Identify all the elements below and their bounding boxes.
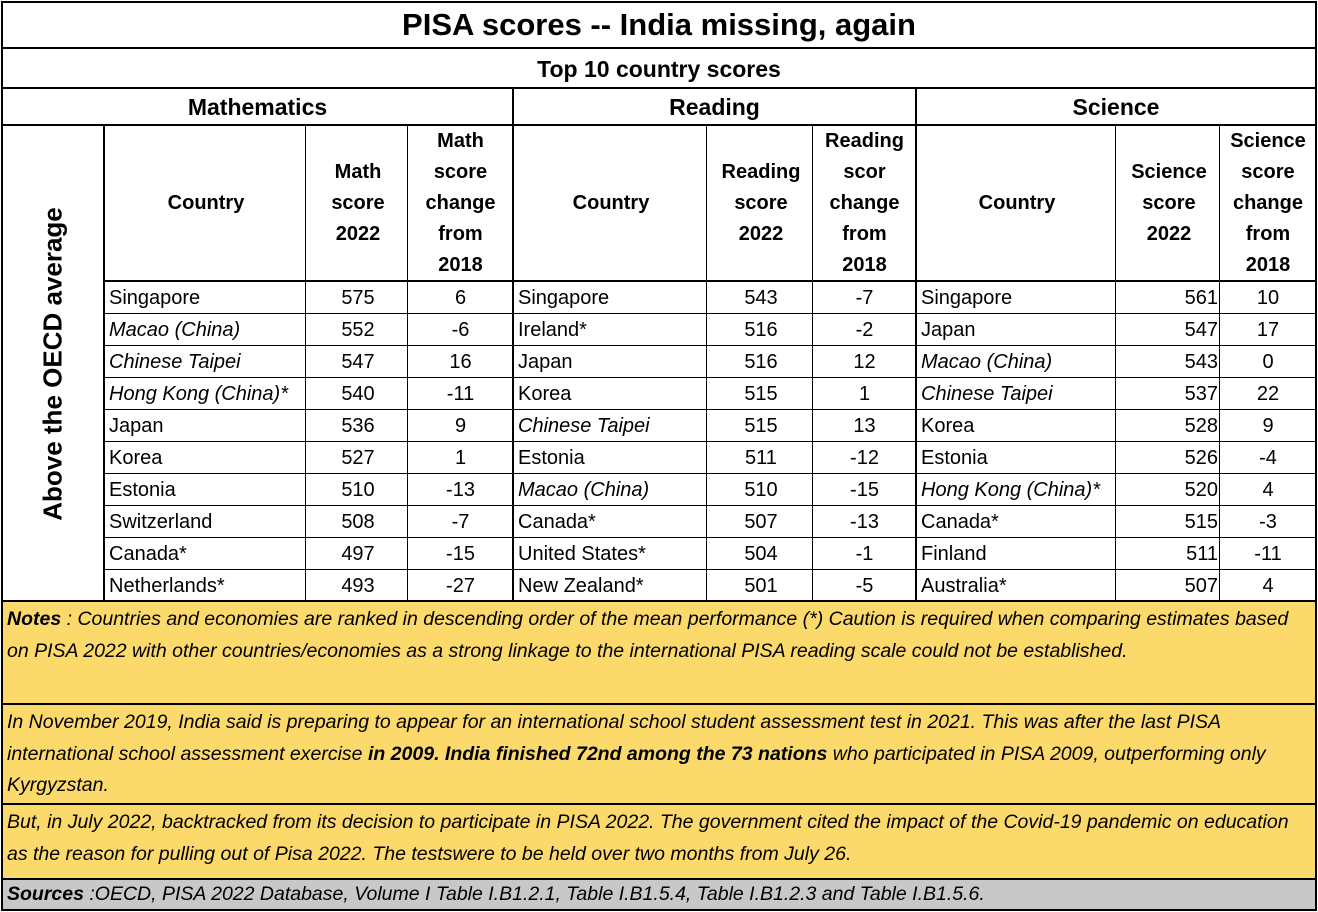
column-header-label: Science score 2022: [1131, 161, 1207, 245]
science-table-row: [0, 346, 1318, 378]
change-cell: 9: [454, 415, 467, 437]
page-title: PISA scores -- India missing, again: [402, 7, 916, 42]
math-header-score: [307, 127, 409, 280]
divider: [1, 87, 1317, 89]
country-cell: New Zealand*: [518, 575, 644, 597]
score-cell: 510: [341, 479, 375, 501]
score-cell: 528: [1184, 415, 1218, 437]
science-table-row: [0, 538, 1318, 570]
reading-header-score: [708, 127, 814, 280]
score-cell: 536: [341, 415, 375, 437]
column-header-label: Reading scor change from 2018: [825, 130, 904, 276]
math-header-country: [105, 127, 307, 280]
country-cell: Singapore: [921, 287, 1013, 309]
change-cell: 4: [1262, 479, 1274, 501]
india-note-highlight: in 2009. India finished 72nd among the 73 nations: [367, 742, 833, 765]
change-cell: -7: [451, 511, 470, 533]
country-cell: Finland: [921, 543, 987, 565]
column-header-label: Country: [978, 192, 1056, 214]
country-cell: Singapore: [518, 287, 610, 309]
change-cell: -7: [855, 287, 874, 309]
score-cell: 507: [1184, 575, 1218, 597]
change-cell: 13: [853, 415, 876, 437]
country-cell: Estonia: [518, 447, 585, 469]
change-cell: -1: [855, 543, 874, 565]
reading-header-change: [814, 127, 915, 280]
science-header-country: [917, 127, 1117, 280]
column-header-label: Reading score 2022: [721, 161, 801, 245]
notes-label: Notes: [7, 608, 62, 630]
country-cell: Macao (China): [109, 319, 241, 341]
change-cell: 6: [454, 287, 467, 309]
country-cell: Switzerland: [109, 511, 213, 533]
score-cell: 510: [744, 479, 778, 501]
science-table-row: [0, 570, 1318, 602]
score-cell: 547: [341, 351, 375, 373]
science-table-row: [0, 442, 1318, 474]
change-cell: -3: [1259, 511, 1277, 533]
column-header-label: Country: [167, 192, 245, 214]
score-cell: 515: [744, 383, 778, 405]
score-cell: 501: [744, 575, 778, 597]
country-cell: Ireland*: [518, 319, 587, 341]
column-header-label: Country: [572, 192, 650, 214]
score-cell: 516: [744, 319, 778, 341]
country-cell: Japan: [518, 351, 573, 373]
change-cell: -11: [1254, 543, 1282, 565]
india-note-text: In November 2019, India said is preparing to appear for an international school student assessment test in 2021. This was after the last PISA international school assessment exercise: [7, 711, 1221, 765]
change-cell: -11: [446, 383, 475, 405]
sources-label: Sources: [7, 883, 84, 905]
column-header-label: Math score change from 2018: [425, 130, 496, 276]
section-title-reading: Reading: [669, 94, 760, 120]
country-cell: Korea: [518, 383, 572, 405]
india-note-box: [3, 705, 1315, 803]
score-cell: 515: [744, 415, 778, 437]
country-cell: Chinese Taipei: [518, 415, 650, 437]
change-cell: -2: [855, 319, 874, 341]
score-cell: 552: [341, 319, 375, 341]
notes-box: [3, 602, 1315, 703]
reading-header-country: [514, 127, 708, 280]
science-table-row: [0, 506, 1318, 538]
score-cell: 508: [341, 511, 375, 533]
country-cell: Chinese Taipei: [109, 351, 241, 373]
score-cell: 497: [341, 543, 375, 565]
country-cell: Canada*: [518, 511, 596, 533]
change-cell: -13: [446, 479, 475, 501]
change-cell: -4: [1259, 447, 1277, 469]
notes-text: : Countries and economies are ranked in descending order of the mean performance (*) Caution is required when comparing estimates based on PISA 2022 with other countries/economies as a strong linkage to the international PISA reading scale could not be established.: [7, 608, 1289, 662]
change-cell: 16: [449, 351, 472, 373]
change-cell: 22: [1256, 383, 1280, 405]
sources-text: :OECD, PISA 2022 Database, Volume I Table I.B1.2.1, Table I.B1.5.4, Table I.B1.2.3 and Table I.B1.5.6.: [83, 883, 985, 905]
change-cell: 4: [1262, 575, 1274, 597]
score-cell: 516: [744, 351, 778, 373]
sources-box: [3, 880, 1315, 909]
country-cell: Estonia: [109, 479, 176, 501]
country-cell: Hong Kong (China)*: [921, 479, 1100, 501]
score-cell: 526: [1184, 447, 1218, 469]
country-cell: Japan: [109, 415, 164, 437]
country-cell: Macao (China): [518, 479, 650, 501]
withdrawal-note-text: But, in July 2022, backtracked from its decision to participate in PISA 2022. The government cited the impact of the Covid-19 pandemic on education as the reason for pulling out of Pisa 2022. The testswere to be held over two months from July 26.: [7, 811, 1289, 865]
score-cell: 527: [341, 447, 375, 469]
score-cell: 543: [1184, 351, 1218, 373]
change-cell: -15: [446, 543, 475, 565]
score-cell: 575: [341, 287, 375, 309]
science-header-score: [1117, 127, 1221, 280]
score-cell: 511: [1186, 543, 1218, 565]
column-header-label: Math score 2022: [331, 161, 385, 245]
science-table-row: [0, 378, 1318, 410]
science-table-row: [0, 314, 1318, 346]
country-cell: Netherlands*: [109, 575, 225, 597]
change-cell: 17: [1256, 319, 1280, 341]
country-cell: Hong Kong (China)*: [109, 383, 288, 405]
country-cell: United States*: [518, 543, 646, 565]
change-cell: 9: [1262, 415, 1274, 437]
science-table-row: [0, 282, 1318, 314]
change-cell: -6: [451, 319, 470, 341]
section-title-science: Science: [1072, 94, 1160, 120]
change-cell: -27: [446, 575, 475, 597]
math-header-change: [409, 127, 512, 280]
change-cell: -15: [850, 479, 879, 501]
country-cell: Korea: [109, 447, 163, 469]
score-cell: 540: [341, 383, 375, 405]
score-cell: 561: [1184, 287, 1218, 309]
change-cell: 0: [1262, 351, 1274, 373]
score-cell: 543: [744, 287, 778, 309]
change-cell: -13: [850, 511, 879, 533]
country-cell: Australia*: [921, 575, 1007, 597]
section-title-mathematics: Mathematics: [187, 94, 328, 120]
country-cell: Canada*: [109, 543, 187, 565]
country-cell: Singapore: [109, 287, 201, 309]
score-cell: 547: [1184, 319, 1218, 341]
change-cell: 10: [1256, 287, 1280, 309]
side-label-text: Above the OECD average: [37, 207, 68, 521]
country-cell: Korea: [921, 415, 975, 437]
column-header-label: Science score change from 2018: [1230, 130, 1306, 276]
change-cell: 1: [858, 383, 871, 405]
science-table-row: [0, 474, 1318, 506]
score-cell: 511: [745, 447, 777, 469]
science-table-row: [0, 410, 1318, 442]
score-cell: 520: [1184, 479, 1218, 501]
country-cell: Estonia: [921, 447, 988, 469]
score-cell: 493: [341, 575, 375, 597]
change-cell: -12: [850, 447, 879, 469]
withdrawal-note-box: [3, 805, 1315, 878]
country-cell: Macao (China): [921, 351, 1053, 373]
score-cell: 507: [744, 511, 778, 533]
country-cell: Canada*: [921, 511, 999, 533]
science-header-change: [1221, 127, 1315, 280]
india-note-text-end: who participated in PISA 2009, outperforming only Kyrgyzstan.: [7, 742, 1266, 796]
divider: [1, 47, 1317, 49]
country-cell: Japan: [921, 319, 976, 341]
table-subtitle: Top 10 country scores: [537, 56, 781, 82]
change-cell: 1: [454, 447, 467, 469]
change-cell: -5: [855, 575, 874, 597]
score-cell: 537: [1184, 383, 1218, 405]
country-cell: Chinese Taipei: [921, 383, 1053, 405]
score-cell: 504: [744, 543, 778, 565]
score-cell: 515: [1184, 511, 1218, 533]
change-cell: 12: [853, 351, 876, 373]
